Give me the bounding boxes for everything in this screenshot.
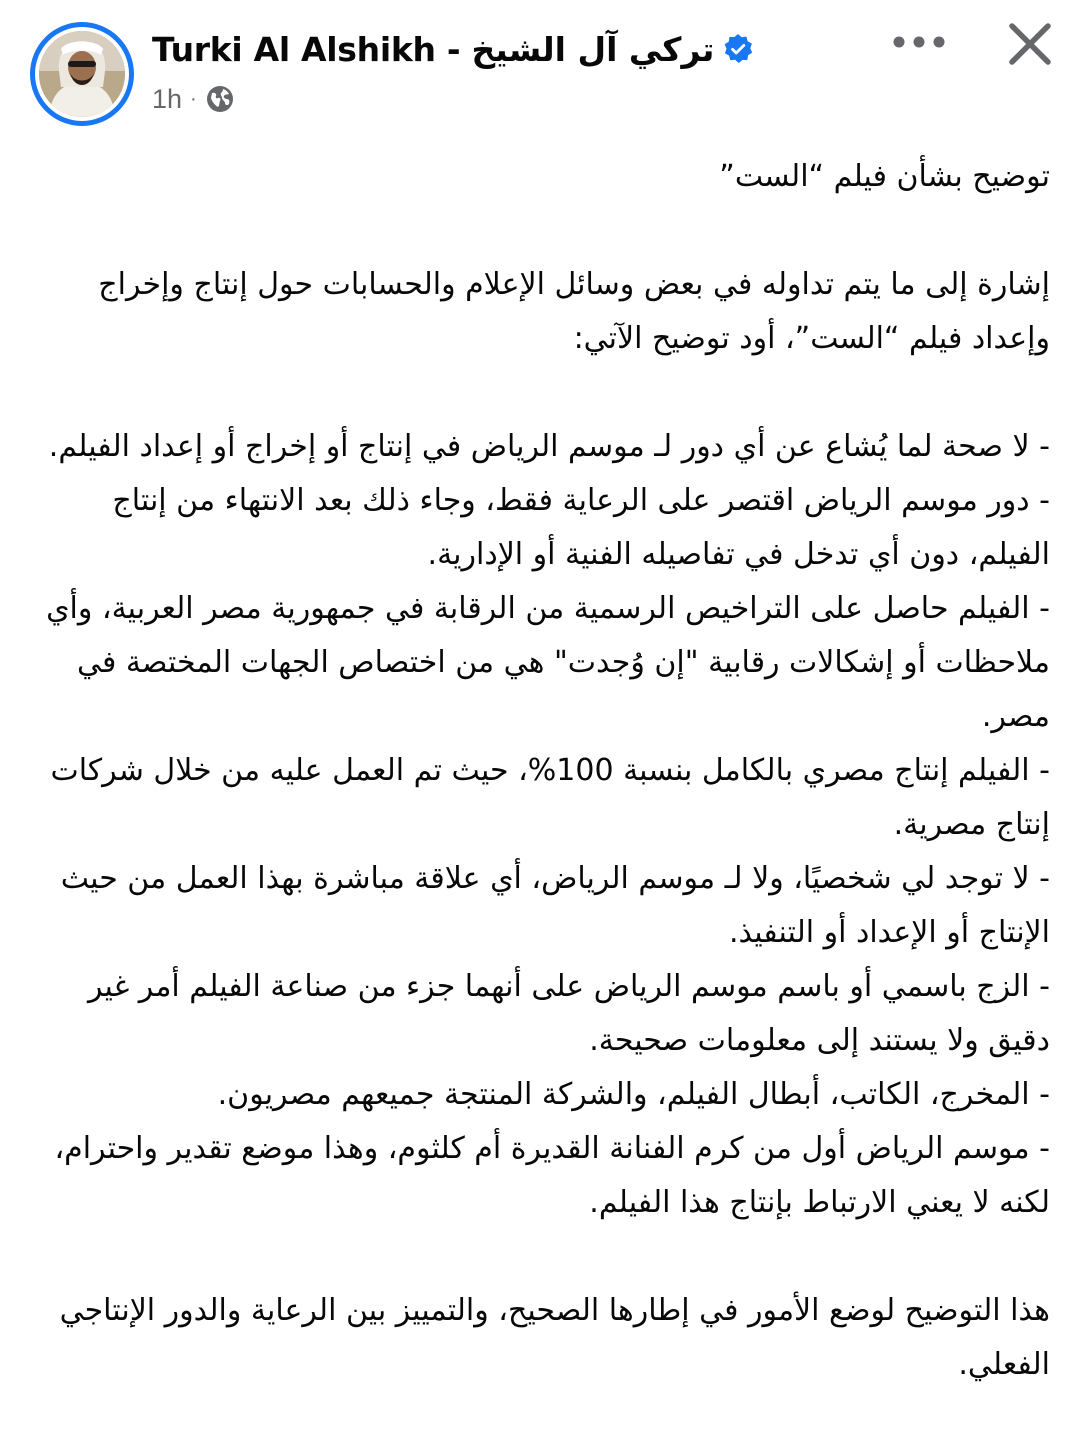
post-intro: إشارة إلى ما يتم تداوله في بعض وسائل الإعلام والحسابات حول إنتاج وإخراج وإعداد فيلم “الست”، أود توضيح الآتي: [98,267,1050,356]
post-header [0,0,1080,140]
avatar-ring [35,27,129,121]
post-title: توضيح بشأن فيلم “الست” [719,159,1050,194]
bullet-item: - موسم الرياض أول من كرم الفنانة القديرة أم كلثوم، وهذا موضع تقدير واحترام، لكنه لا يعني الارتباط بإنتاج هذا الفيلم. [54,1131,1050,1220]
verified-badge-icon [722,33,754,65]
globe-icon[interactable] [205,84,235,114]
bullet-item: - لا توجد لي شخصيًا، ولا لـ موسم الرياض، أي علاقة مباشرة بهذا العمل من حيث الإنتاج أو الإعداد أو التنفيذ. [60,861,1050,950]
post-closing: هذا التوضيح لوضع الأمور في إطارها الصحيح، والتمييز بين الرعاية والدور الإنتاجي الفعلي. [59,1293,1050,1382]
paragraph-gap [24,1230,1050,1284]
timestamp[interactable]: 1h [152,83,183,114]
avatar[interactable] [30,22,134,126]
bullet-item: - دور موسم الرياض اقتصر على الرعاية فقط، وجاء ذلك بعد الانتهاء من إنتاج الفيلم، دون أي تدخل في تفاصيله الفنية أو الإدارية. [112,483,1050,572]
bullet-item: - الفيلم إنتاج مصري بالكامل بنسبة 100%، حيث تم العمل عليه من خلال شركات إنتاج مصرية. [50,753,1050,842]
bullet-item: - الزج باسمي أو باسم موسم الرياض على أنهما جزء من صناعة الفيلم أمر غير دقيق ولا يستند إلى معلومات صحيحة. [87,969,1050,1058]
post-text [24,150,1050,1392]
close-icon [1008,22,1052,66]
bullet-item: - المخرج، الكاتب، أبطال الفيلم، والشركة المنتجة جميعهم مصريون. [217,1077,1050,1112]
close-button[interactable] [1000,14,1060,74]
bullet-item: - الفيلم حاصل على التراخيص الرسمية من الرقابة في جمهورية مصر العربية، وأي ملاحظات أو إشكالات رقابية "إن وُجدت" هي من اختصاص الجهات المختصة في مصر. [46,591,1050,734]
person-avatar-icon [39,31,125,117]
bullet-item: - لا صحة لما يُشاع عن أي دور لـ موسم الرياض في إنتاج أو إخراج أو إعداد الفيلم. [48,429,1050,464]
meta-separator: · [190,87,197,110]
paragraph-gap [24,366,1050,420]
author-row [152,26,754,72]
author-name[interactable]: Turki Al Alshikh - تركي آل الشيخ [152,29,715,69]
more-options-button[interactable] [888,20,950,64]
more-horizontal-icon [888,34,950,50]
avatar-photo [39,31,125,117]
paragraph-gap [24,204,1050,258]
post-meta [152,80,235,118]
